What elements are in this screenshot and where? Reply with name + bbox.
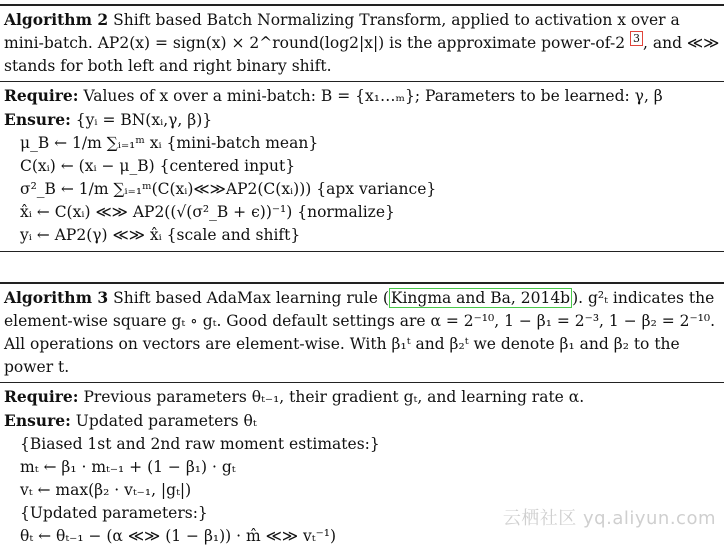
ensure-text: {yᵢ = BN(xᵢ,γ, β)}: [75, 111, 213, 129]
step-line: C(xᵢ) ← (xᵢ − μ_B) {centered input}: [20, 157, 296, 175]
bottom-rule: [0, 251, 724, 252]
algorithm-2-block: [0, 4, 724, 252]
step-line: θₜ ← θₜ₋₁ − (α ≪≫ (1 − β₁)) · m̂ ≪≫ vₜ⁻¹): [20, 527, 337, 545]
step-line: {Biased 1st and 2nd raw moment estimates:}: [20, 435, 380, 453]
step-line: x̂ᵢ ← C(xᵢ) ≪≫ AP2((√(σ²_B + ϵ))⁻¹) {normalize}: [20, 203, 395, 221]
reference-link[interactable]: 3: [630, 31, 643, 46]
citation-link[interactable]: Kingma and Ba, 2014b: [390, 289, 571, 307]
caption-line-2: mini-batch. AP2(x) = sign(x) × 2^round(log2|x|) is the approximate power-of-2: [4, 34, 626, 52]
require-text: Values of x over a mini-batch: B = {x₁…ₘ}; Parameters to be learned: γ, β: [83, 87, 663, 105]
caption-line-3: All operations on vectors are element-wise. With β₁ᵗ and β₂ᵗ we denote β₁ and β₂ to the: [4, 335, 680, 353]
step-line: mₜ ← β₁ · mₜ₋₁ + (1 − β₁) · gₜ: [20, 458, 236, 476]
algorithm-3-caption: [0, 284, 724, 382]
caption-head: Shift based AdaMax learning rule (: [113, 289, 389, 307]
ensure-keyword: Ensure:: [4, 411, 71, 430]
caption-line-3: stands for both left and right binary shift.: [4, 57, 332, 75]
require-keyword: Require:: [4, 387, 79, 406]
ensure-keyword: Ensure:: [4, 110, 71, 129]
caption-tail: , and ≪≫: [643, 34, 720, 52]
watermark-logo: 云栖社区 yq.aliyun.com: [502, 508, 716, 529]
algorithm-3-label: Algorithm 3: [4, 288, 109, 307]
step-line: {Updated parameters:}: [20, 504, 208, 522]
caption-line-2: element-wise square gₜ ∘ gₜ. Good default settings are α = 2⁻¹⁰, 1 − β₁ = 2⁻³, 1 − β₂ = 2⁻¹⁰.: [4, 312, 716, 330]
caption-line-1: Shift based Batch Normalizing Transform, applied to activation x over a: [113, 11, 680, 29]
caption-line-4: power t.: [4, 358, 70, 376]
caption-after-cite: ). g²ₜ indicates the: [572, 289, 715, 307]
require-keyword: Require:: [4, 86, 79, 105]
step-line: μ_B ← 1/m ∑ᵢ₌₁ᵐ xᵢ {mini-batch mean}: [20, 134, 319, 152]
algorithm-2-body: [0, 82, 724, 251]
step-line: yᵢ ← AP2(γ) ≪≫ x̂ᵢ {scale and shift}: [20, 226, 301, 244]
algorithm-2-caption: [0, 6, 724, 81]
step-line: vₜ ← max(β₂ · vₜ₋₁, |gₜ|): [20, 481, 192, 499]
algorithm-2-label: Algorithm 2: [4, 10, 109, 29]
require-text: Previous parameters θₜ₋₁, their gradient gₜ, and learning rate α.: [83, 388, 585, 406]
ensure-text: Updated parameters θₜ: [75, 412, 257, 430]
step-line: σ²_B ← 1/m ∑ᵢ₌₁ᵐ(C(xᵢ)≪≫AP2(C(xᵢ))) {apx variance}: [20, 180, 437, 198]
